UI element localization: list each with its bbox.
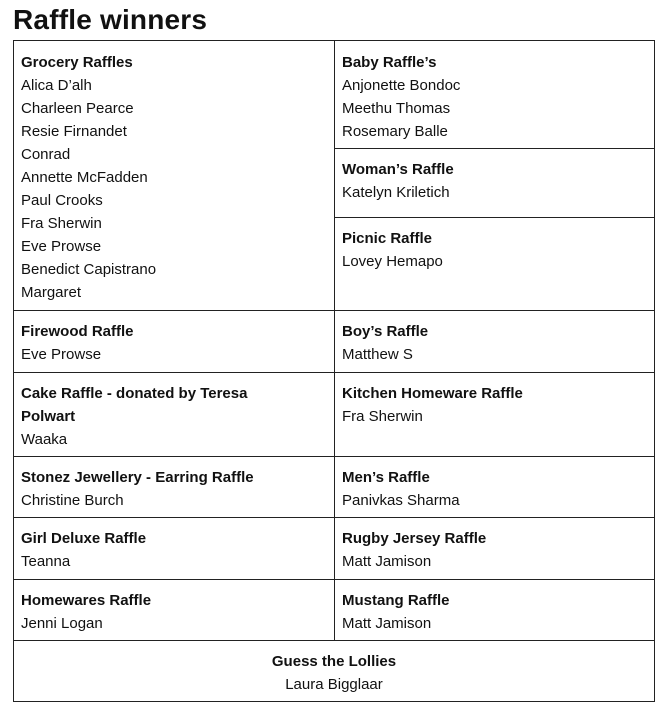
raffle-cell-grocery [14,41,334,304]
raffle-heading: Men’s Raffle [342,469,430,486]
winner-name: Matt Jamison [342,615,432,632]
raffle-cell-woman [335,148,653,204]
winner-name: Anjonette Bondoc [342,77,461,94]
winner-name: Fra Sherwin [342,408,423,425]
winner-name: Conrad [21,146,71,163]
raffle-cell-mens [335,456,653,512]
winner-name: Matt Jamison [342,553,432,570]
winner-name: Benedict Capistrano [21,261,157,278]
raffle-heading: Rugby Jersey Raffle [342,530,487,547]
winner-name: Fra Sherwin [21,215,102,232]
raffle-cell-rugby [335,517,653,573]
winner-name: Alica D’alh [21,77,92,94]
raffle-cell-firewood [14,310,334,366]
winner-name: Matthew S [342,346,413,363]
winner-name: Rosemary Balle [342,123,448,140]
winner-name: Eve Prowse [21,238,102,255]
winner-name: Margaret [21,284,82,301]
raffle-heading: Cake Raffle - donated by Teresa [21,385,248,402]
winner-name: Laura Bigglaar [285,676,383,693]
raffle-cell-cake [14,372,334,451]
raffle-cell-mustang [335,579,653,635]
raffle-cell-picnic [335,217,653,273]
raffle-heading: Picnic Raffle [342,230,433,247]
raffle-heading: Homewares Raffle [21,592,152,609]
raffle-heading: Firewood Raffle [21,323,134,340]
winner-name: Waaka [21,431,68,448]
raffle-cell-boys [335,310,653,366]
raffle-cell-lollies [14,640,654,696]
winner-name: Panivkas Sharma [342,492,460,509]
raffle-heading: Guess the Lollies [271,653,397,670]
raffle-heading: Stonez Jewellery - Earring Raffle [21,469,254,486]
winner-name: Annette McFadden [21,169,148,186]
raffle-cell-girl [14,517,334,573]
raffle-winners-table [13,40,655,702]
raffle-heading: Baby Raffle’s [342,54,437,71]
winner-name: Jenni Logan [21,615,103,632]
raffle-cell-baby [335,41,653,143]
winner-name: Katelyn Kriletich [342,184,450,201]
page-title: Raffle winners [13,4,208,35]
raffle-cell-kitchen [335,372,653,428]
winner-name: Christine Burch [21,492,124,509]
winner-name: Eve Prowse [21,346,102,363]
winner-name: Paul Crooks [21,192,103,209]
raffle-cell-homewares [14,579,334,635]
raffle-heading: Polwart [21,408,76,425]
winner-name: Meethu Thomas [342,100,451,117]
winner-name: Resie Firnandet [21,123,127,140]
raffle-heading: Woman’s Raffle [342,161,454,178]
winner-name: Lovey Hemapo [342,253,443,270]
raffle-heading: Girl Deluxe Raffle [21,530,147,547]
winner-name: Charleen Pearce [21,100,134,117]
raffle-heading: Grocery Raffles [21,54,133,71]
winner-name: Teanna [21,553,71,570]
raffle-heading: Mustang Raffle [342,592,450,609]
raffle-cell-stonez [14,456,334,512]
raffle-heading: Boy’s Raffle [342,323,429,340]
raffle-heading: Kitchen Homeware Raffle [342,385,523,402]
